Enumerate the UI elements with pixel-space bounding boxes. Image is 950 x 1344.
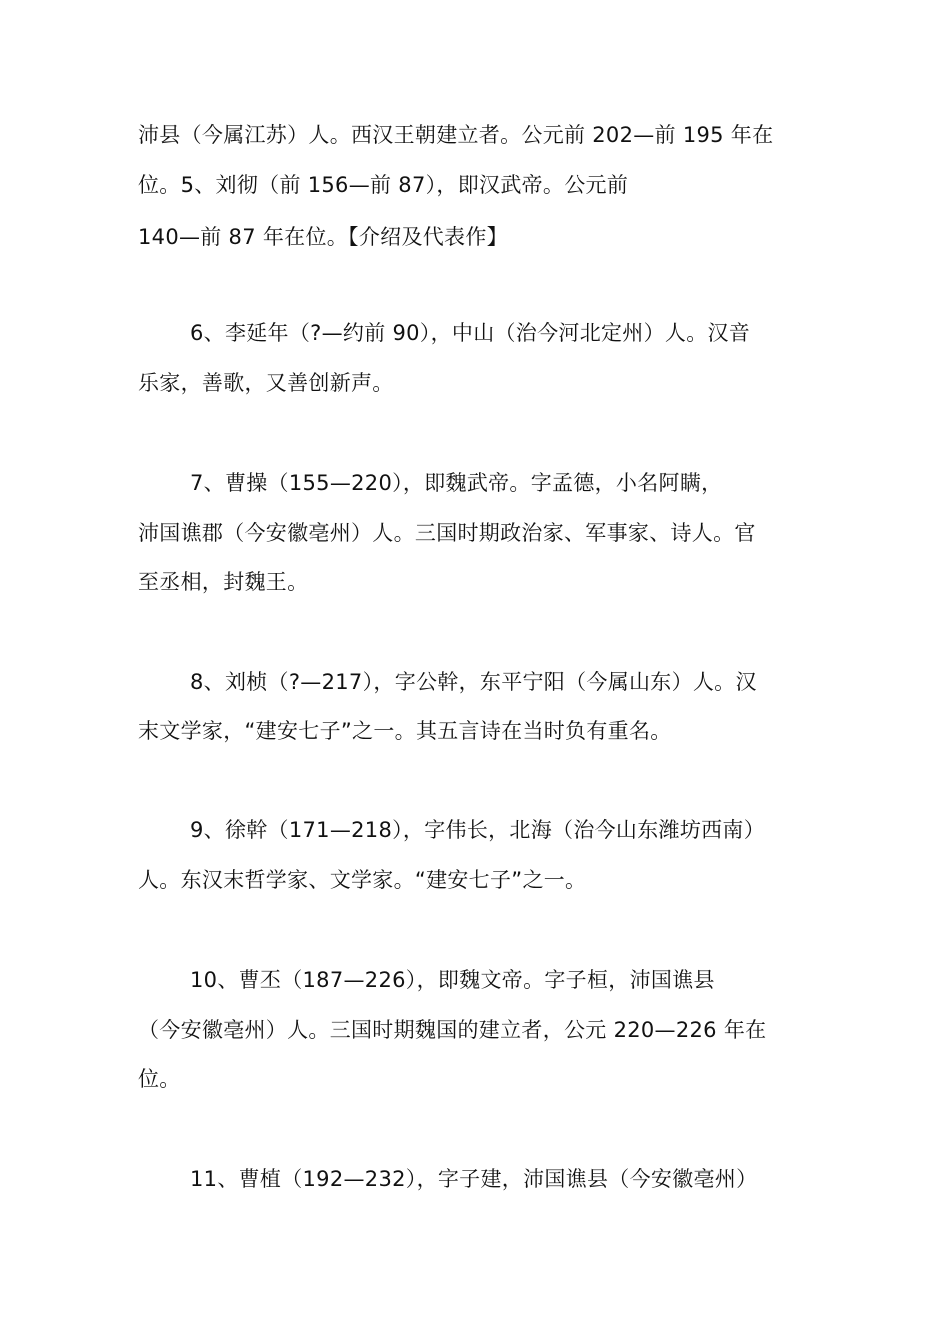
paragraph-4-line-2: 末文学家，“建安七子”之一。其五言诗在当时负有重名。 xyxy=(138,719,672,743)
paragraph-3-line-3: 至丞相，封魏王。 xyxy=(138,570,309,594)
paragraph-1-line-2: 位。5、刘彻（前 156—前 87），即汉武帝。公元前 xyxy=(138,173,629,197)
paragraph-3-line-1: 7、曹操（155—220），即魏武帝。字孟德，小名阿瞒， xyxy=(190,471,723,495)
paragraph-7-line-1: 11、曹植（192—232），字子建，沛国谯县（今安徽亳州） xyxy=(190,1167,758,1191)
paragraph-6-line-1: 10、曹丕（187—226），即魏文帝。字子桓，沛国谯县 xyxy=(190,968,715,992)
paragraph-3-line-2: 沛国谯郡（今安徽亳州）人。三国时期政治家、军事家、诗人。官 xyxy=(138,521,756,545)
paragraph-6-line-2: （今安徽亳州）人。三国时期魏国的建立者，公元 220—226 年在 xyxy=(138,1018,767,1042)
paragraph-4-line-1: 8、刘桢（?—217），字公幹，东平宁阳（今属山东）人。汉 xyxy=(190,670,757,694)
paragraph-1-line-1: 沛县（今属江苏）人。西汉王朝建立者。公元前 202—前 195 年在 xyxy=(138,123,774,147)
paragraph-2-line-2: 乐家，善歌，又善创新声。 xyxy=(138,371,394,395)
paragraph-1-line-3: 140—前 87 年在位。【介绍及代表作】 xyxy=(138,225,508,249)
paragraph-5-line-1: 9、徐幹（171—218），字伟长，北海（治今山东潍坊西南） xyxy=(190,818,766,842)
paragraph-6-line-3: 位。 xyxy=(138,1067,181,1091)
paragraph-2-line-1: 6、李延年（?—约前 90），中山（治今河北定州）人。汉音 xyxy=(190,321,751,345)
paragraph-5-line-2: 人。东汉末哲学家、文学家。“建安七子”之一。 xyxy=(138,868,587,892)
